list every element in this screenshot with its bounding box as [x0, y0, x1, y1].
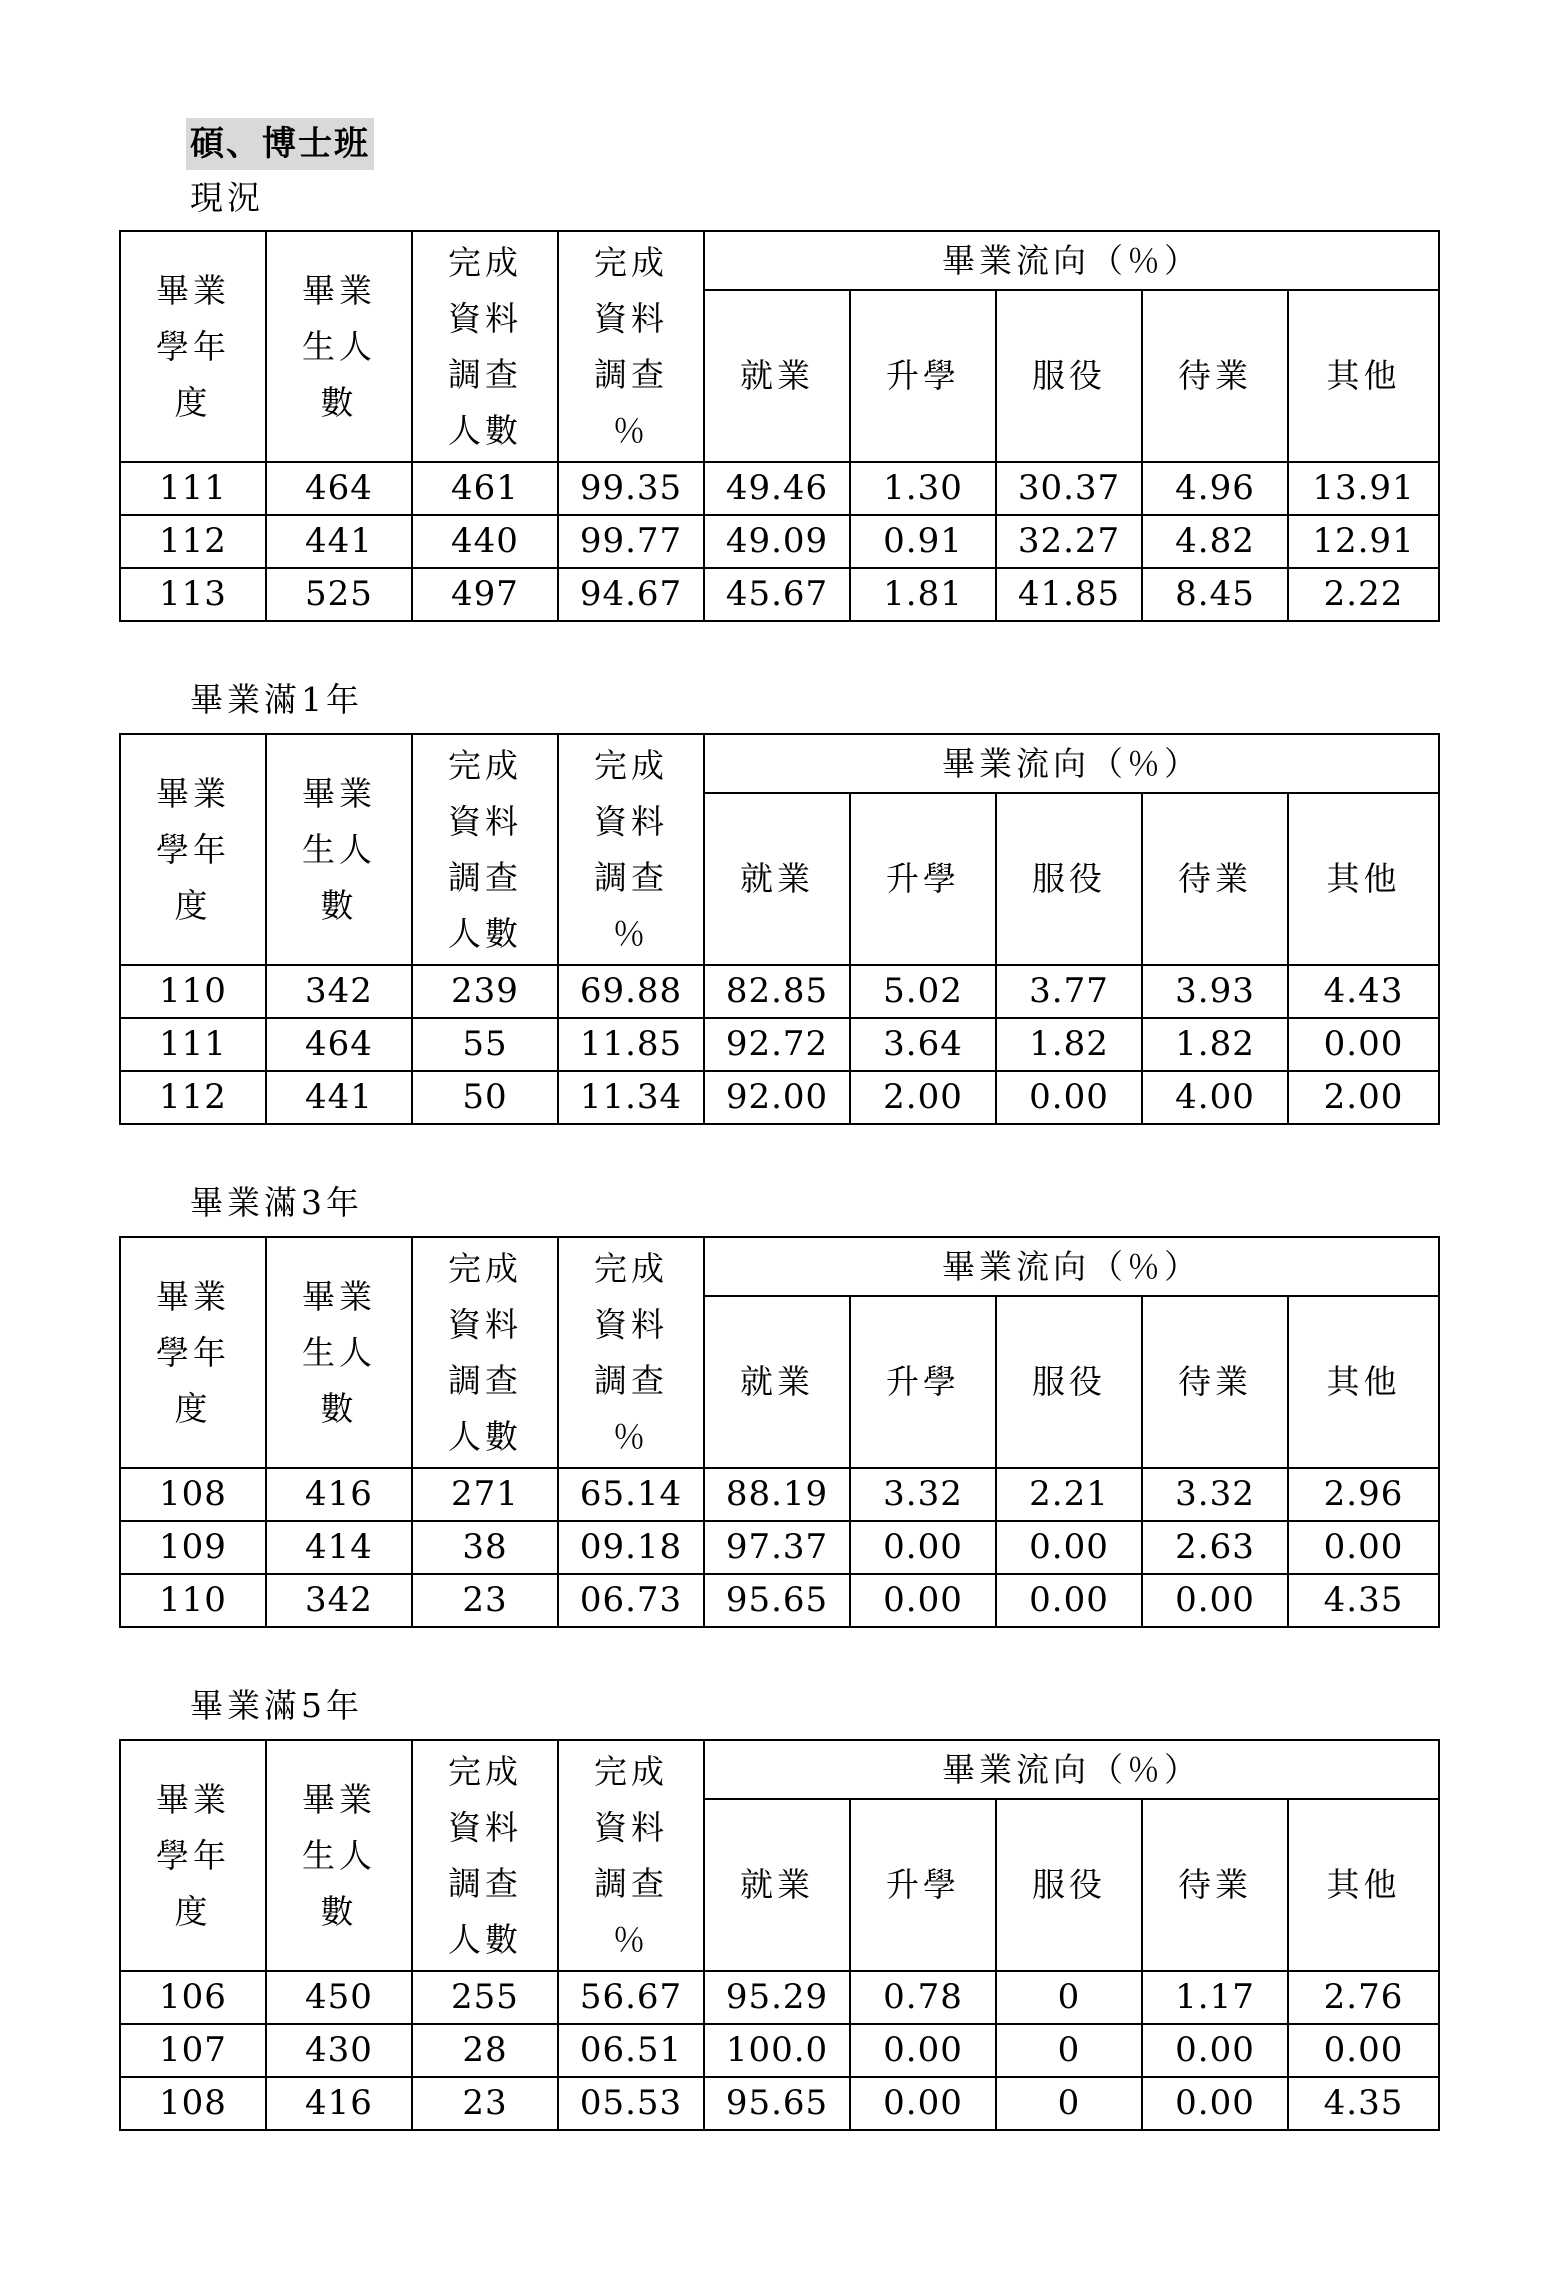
section-label: 畢業滿3年 — [190, 1183, 363, 1222]
table-row — [120, 1468, 1439, 1521]
header-row — [120, 734, 1439, 793]
table-cell: 2.22 — [1288, 568, 1439, 621]
table-cell: 0 — [996, 2024, 1142, 2077]
header-completed-survey-percent: 完成 資料 調查 ％ — [558, 1740, 704, 1971]
table-cell: 95.65 — [704, 1574, 850, 1627]
header-employed: 就業 — [704, 1296, 850, 1468]
table-cell: 94.67 — [558, 568, 704, 621]
header-completed-survey-count: 完成 資料 調查 人數 — [412, 231, 558, 462]
header-graduation-year: 畢業 學年 度 — [120, 1237, 266, 1468]
table-cell: 23 — [412, 2077, 558, 2130]
table-row — [120, 2024, 1439, 2077]
header-graduate-flow: 畢業流向（％） — [704, 1237, 1439, 1296]
header-completed-survey-count: 完成 資料 調查 人數 — [412, 1237, 558, 1468]
table-cell: 100.0 — [704, 2024, 850, 2077]
header-further-study: 升學 — [850, 290, 996, 462]
table-cell: 441 — [266, 515, 412, 568]
table-cell: 3.64 — [850, 1018, 996, 1071]
table-cell: 92.00 — [704, 1071, 850, 1124]
table-cell: 95.29 — [704, 1971, 850, 2024]
table-cell: 4.96 — [1142, 462, 1288, 515]
table-cell: 3.93 — [1142, 965, 1288, 1018]
table-cell: 342 — [266, 965, 412, 1018]
table-cell: 464 — [266, 1018, 412, 1071]
header-graduate-flow: 畢業流向（％） — [704, 1740, 1439, 1799]
header-completed-survey-percent: 完成 資料 調查 ％ — [558, 734, 704, 965]
header-military-service: 服役 — [996, 1296, 1142, 1468]
header-row — [120, 1237, 1439, 1296]
header-completed-survey-count: 完成 資料 調查 人數 — [412, 1740, 558, 1971]
table-cell: 45.67 — [704, 568, 850, 621]
table-row — [120, 515, 1439, 568]
graduate-flow-table — [119, 1236, 1440, 1628]
table-row — [120, 1071, 1439, 1124]
header-unemployed: 待業 — [1142, 1296, 1288, 1468]
table-cell: 8.45 — [1142, 568, 1288, 621]
table-cell: 112 — [120, 1071, 266, 1124]
table-row — [120, 1574, 1439, 1627]
table-cell: 0.00 — [1288, 1018, 1439, 1071]
table-row — [120, 568, 1439, 621]
table-cell: 99.77 — [558, 515, 704, 568]
table-cell: 2.00 — [1288, 1071, 1439, 1124]
table-cell: 441 — [266, 1071, 412, 1124]
header-graduate-count: 畢業 生人 數 — [266, 734, 412, 965]
table-cell: 06.51 — [558, 2024, 704, 2077]
table-cell: 110 — [120, 1574, 266, 1627]
section-label: 畢業滿1年 — [190, 680, 363, 719]
header-further-study: 升學 — [850, 1799, 996, 1971]
header-employed: 就業 — [704, 793, 850, 965]
header-further-study: 升學 — [850, 1296, 996, 1468]
table-cell: 09.18 — [558, 1521, 704, 1574]
table-row — [120, 2077, 1439, 2130]
table-cell: 4.00 — [1142, 1071, 1288, 1124]
graduate-flow-table — [119, 1739, 1440, 2131]
table-row — [120, 1971, 1439, 2024]
graduate-flow-table — [119, 230, 1440, 622]
table-cell: 0.00 — [996, 1071, 1142, 1124]
table-cell: 49.46 — [704, 462, 850, 515]
table-row — [120, 1521, 1439, 1574]
table-cell: 0 — [996, 1971, 1142, 2024]
table-cell: 2.00 — [850, 1071, 996, 1124]
table-cell: 30.37 — [996, 462, 1142, 515]
header-graduate-flow: 畢業流向（％） — [704, 734, 1439, 793]
table-cell: 108 — [120, 1468, 266, 1521]
table-cell: 271 — [412, 1468, 558, 1521]
header-other: 其他 — [1288, 290, 1439, 462]
table-cell: 1.17 — [1142, 1971, 1288, 2024]
header-completed-survey-percent: 完成 資料 調查 ％ — [558, 1237, 704, 1468]
table-cell: 2.96 — [1288, 1468, 1439, 1521]
table-cell: 0.00 — [1288, 1521, 1439, 1574]
table-cell: 11.85 — [558, 1018, 704, 1071]
header-further-study: 升學 — [850, 793, 996, 965]
table-cell: 23 — [412, 1574, 558, 1627]
section-label: 現況 — [190, 178, 264, 217]
table-cell: 4.43 — [1288, 965, 1439, 1018]
table-row — [120, 1018, 1439, 1071]
table-cell: 0.00 — [850, 1521, 996, 1574]
table-cell: 0.00 — [850, 2077, 996, 2130]
table-cell: 0.00 — [1288, 2024, 1439, 2077]
header-graduate-count: 畢業 生人 數 — [266, 1237, 412, 1468]
table-cell: 0.00 — [850, 2024, 996, 2077]
table-cell: 49.09 — [704, 515, 850, 568]
table-cell: 0.00 — [850, 1574, 996, 1627]
table-cell: 65.14 — [558, 1468, 704, 1521]
header-completed-survey-percent: 完成 資料 調查 ％ — [558, 231, 704, 462]
header-military-service: 服役 — [996, 290, 1142, 462]
table-cell: 4.35 — [1288, 1574, 1439, 1627]
table-cell: 13.91 — [1288, 462, 1439, 515]
table-cell: 440 — [412, 515, 558, 568]
table-cell: 255 — [412, 1971, 558, 2024]
table-cell: 414 — [266, 1521, 412, 1574]
table-cell: 4.35 — [1288, 2077, 1439, 2130]
table-cell: 464 — [266, 462, 412, 515]
graduate-flow-table — [119, 733, 1440, 1125]
table-cell: 56.67 — [558, 1971, 704, 2024]
table-cell: 99.35 — [558, 462, 704, 515]
table-cell: 525 — [266, 568, 412, 621]
table-cell: 5.02 — [850, 965, 996, 1018]
table-cell: 0.00 — [1142, 1574, 1288, 1627]
header-completed-survey-count: 完成 資料 調查 人數 — [412, 734, 558, 965]
table-cell: 95.65 — [704, 2077, 850, 2130]
table-cell: 3.77 — [996, 965, 1142, 1018]
table-cell: 0.00 — [1142, 2077, 1288, 2130]
table-cell: 497 — [412, 568, 558, 621]
table-cell: 111 — [120, 1018, 266, 1071]
table-cell: 430 — [266, 2024, 412, 2077]
table-cell: 110 — [120, 965, 266, 1018]
table-cell: 111 — [120, 462, 266, 515]
table-cell: 416 — [266, 1468, 412, 1521]
section-label: 畢業滿5年 — [190, 1686, 363, 1725]
table-cell: 1.30 — [850, 462, 996, 515]
table-cell: 55 — [412, 1018, 558, 1071]
table-cell: 05.53 — [558, 2077, 704, 2130]
table-row — [120, 965, 1439, 1018]
table-cell: 41.85 — [996, 568, 1142, 621]
table-cell: 50 — [412, 1071, 558, 1124]
header-unemployed: 待業 — [1142, 1799, 1288, 1971]
page-title: 碩、博士班 — [186, 118, 374, 170]
table-cell: 342 — [266, 1574, 412, 1627]
table-cell: 0 — [996, 2077, 1142, 2130]
table-cell: 416 — [266, 2077, 412, 2130]
header-graduation-year: 畢業 學年 度 — [120, 1740, 266, 1971]
table-cell: 0.00 — [1142, 2024, 1288, 2077]
table-cell: 1.82 — [996, 1018, 1142, 1071]
table-cell: 3.32 — [1142, 1468, 1288, 1521]
table-cell: 461 — [412, 462, 558, 515]
table-cell: 06.73 — [558, 1574, 704, 1627]
table-cell: 107 — [120, 2024, 266, 2077]
table-cell: 69.88 — [558, 965, 704, 1018]
header-graduation-year: 畢業 學年 度 — [120, 231, 266, 462]
table-cell: 3.32 — [850, 1468, 996, 1521]
table-cell: 239 — [412, 965, 558, 1018]
table-cell: 1.81 — [850, 568, 996, 621]
header-unemployed: 待業 — [1142, 793, 1288, 965]
header-other: 其他 — [1288, 793, 1439, 965]
header-row — [120, 1740, 1439, 1799]
header-employed: 就業 — [704, 1799, 850, 1971]
table-cell: 109 — [120, 1521, 266, 1574]
header-row — [120, 231, 1439, 290]
table-cell: 106 — [120, 1971, 266, 2024]
table-cell: 2.63 — [1142, 1521, 1288, 1574]
table-cell: 2.21 — [996, 1468, 1142, 1521]
table-cell: 4.82 — [1142, 515, 1288, 568]
table-row — [120, 462, 1439, 515]
table-cell: 38 — [412, 1521, 558, 1574]
table-cell: 92.72 — [704, 1018, 850, 1071]
header-military-service: 服役 — [996, 793, 1142, 965]
header-employed: 就業 — [704, 290, 850, 462]
header-other: 其他 — [1288, 1296, 1439, 1468]
header-graduation-year: 畢業 學年 度 — [120, 734, 266, 965]
table-cell: 113 — [120, 568, 266, 621]
header-military-service: 服役 — [996, 1799, 1142, 1971]
table-cell: 88.19 — [704, 1468, 850, 1521]
header-graduate-count: 畢業 生人 數 — [266, 231, 412, 462]
table-cell: 97.37 — [704, 1521, 850, 1574]
table-cell: 28 — [412, 2024, 558, 2077]
table-cell: 82.85 — [704, 965, 850, 1018]
header-graduate-count: 畢業 生人 數 — [266, 1740, 412, 1971]
table-cell: 0.78 — [850, 1971, 996, 2024]
table-cell: 450 — [266, 1971, 412, 2024]
table-cell: 2.76 — [1288, 1971, 1439, 2024]
table-cell: 0.00 — [996, 1574, 1142, 1627]
header-other: 其他 — [1288, 1799, 1439, 1971]
table-cell: 0.91 — [850, 515, 996, 568]
header-graduate-flow: 畢業流向（％） — [704, 231, 1439, 290]
header-unemployed: 待業 — [1142, 290, 1288, 462]
table-cell: 0.00 — [996, 1521, 1142, 1574]
table-cell: 32.27 — [996, 515, 1142, 568]
table-cell: 112 — [120, 515, 266, 568]
table-cell: 1.82 — [1142, 1018, 1288, 1071]
table-cell: 108 — [120, 2077, 266, 2130]
table-cell: 11.34 — [558, 1071, 704, 1124]
table-cell: 12.91 — [1288, 515, 1439, 568]
